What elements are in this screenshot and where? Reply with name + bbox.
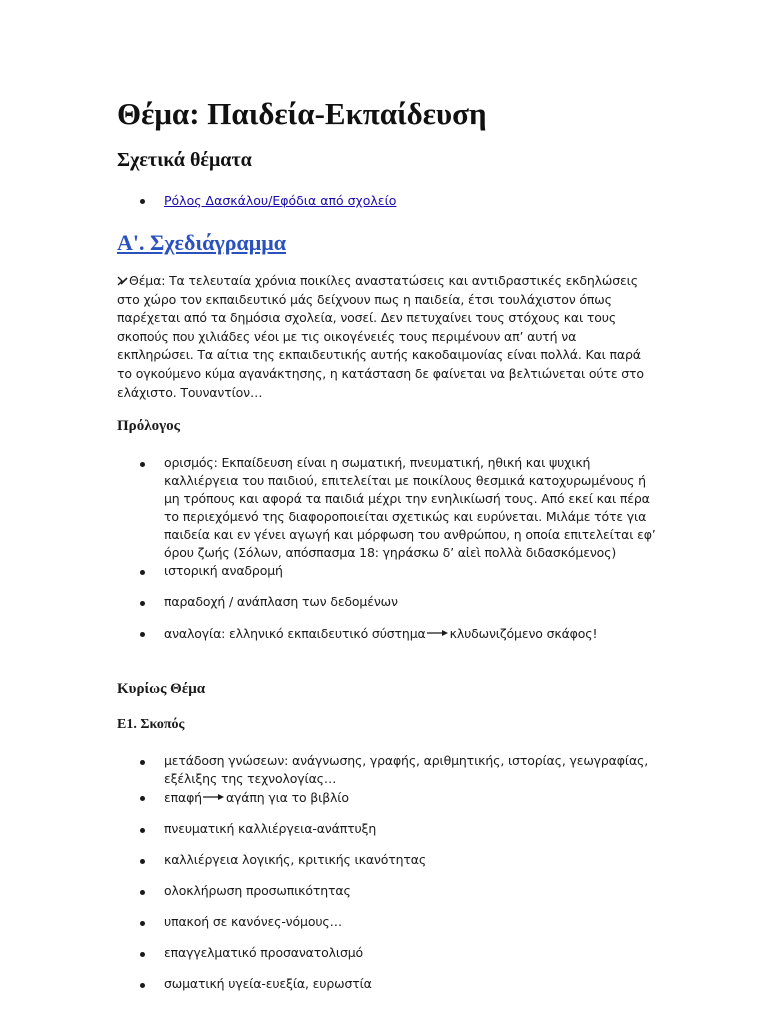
main-topic-heading: Κυρίως Θέμα xyxy=(117,681,206,697)
list-item: παραδοχή / ανάπλαση των δεδομένων xyxy=(117,593,657,611)
related-topics-heading: Σχετικά θέματα xyxy=(117,149,252,171)
purpose-list xyxy=(117,752,657,993)
list-item xyxy=(117,788,657,807)
outline-heading[interactable]: Α'. Σχεδιάγραμμα xyxy=(117,230,287,255)
list-item xyxy=(117,624,657,643)
right-arrow-icon xyxy=(427,624,449,632)
analogy-before: αναλογία: ελληνικό εκπαιδευτικό σύστημα xyxy=(164,626,426,641)
list-item: καλλιέργεια λογικής, κριτικής ικανότητας xyxy=(117,851,657,869)
list-item xyxy=(117,191,657,210)
prologue-heading: Πρόλογος xyxy=(117,418,180,434)
list-item: επαγγελματικό προσανατολισμό xyxy=(117,944,657,962)
list-item: υπακοή σε κανόνες-νόμους… xyxy=(117,913,657,931)
pen-icon xyxy=(117,273,128,284)
prologue-list xyxy=(117,454,657,643)
list-item: μετάδοση γνώσεων: ανάγνωσης, γραφής, αριθμητικής, ιστορίας, γεωγραφίας, εξέλιξης της τεχνολογίας… xyxy=(117,752,657,788)
page-title: Θέμα: Παιδεία-Εκπαίδευση xyxy=(117,96,487,131)
contact-before: επαφή xyxy=(164,790,202,805)
related-link-teacher-role[interactable]: Ρόλος Δασκάλου/Εφόδια από σχολείο xyxy=(164,193,397,208)
list-item: ολοκλήρωση προσωπικότητας xyxy=(117,882,657,900)
list-item: πνευματική καλλιέργεια-ανάπτυξη xyxy=(117,820,657,838)
list-item: ορισμός: Εκπαίδευση είναι η σωματική, πνευματική, ηθική και ψυχική καλλιέργεια του παιδιού, επιτελείται με ποικίλους θεσμικά κατοχυρωμένους ή μη τρόπους και αφορά τα παιδιά μέχρι την ενηλικίωσή τους. Από εκεί και πέρα το περιεχόμενό της διαφοροποιείται σχετικώς και ευρύνεται. Μιλάμε τότε για παιδεία και εν γένει αγωγή και μόρφωση του ανθρώπου, η οποία επιτελείται εφ’ όρου ζωής (Σόλων, απόσπασμα 18: γηράσκω δ’ αἰεὶ πολλὰ διδασκόμενος) xyxy=(117,454,657,562)
right-arrow-icon xyxy=(203,788,225,796)
intro-paragraph xyxy=(117,272,647,402)
section-e1-heading: Ε1. Σκοπός xyxy=(117,717,185,732)
contact-after: αγάπη για το βιβλίο xyxy=(225,790,349,805)
analogy-after: κλυδωνιζόμενο σκάφος! xyxy=(449,626,598,641)
list-item: ιστορική αναδρομή xyxy=(117,562,657,580)
related-topics-list xyxy=(117,191,657,210)
intro-text: Θέμα: Τα τελευταία χρόνια ποικίλες αναστατώσεις και αντιδραστικές εκδηλώσεις στο χώρο τον εκπαιδευτικό μάς δείχνουν πως η παιδεία, έτσι τουλάχιστον όπως παρέχεται από τα δημόσια σχολεία, νοσεί. Δεν πετυχαίνει τους στόχους και τους σκοπούς που χιλιάδες νέοι με τις οικογένειές τους περιμένουν απ’ αυτή να εκπληρώσει. Τα αίτια της εκπαιδευτικής αυτής κακοδαιμονίας είναι πολλά. Και παρά το ογκούμενο κύμα αγανάκτησης, η κατάσταση δε φαίνεται να βελτιώνεται ούτε στο ελάχιστο. Τουναντίον… xyxy=(117,273,644,400)
list-item: σωματική υγεία-ευεξία, ευρωστία xyxy=(117,975,657,993)
